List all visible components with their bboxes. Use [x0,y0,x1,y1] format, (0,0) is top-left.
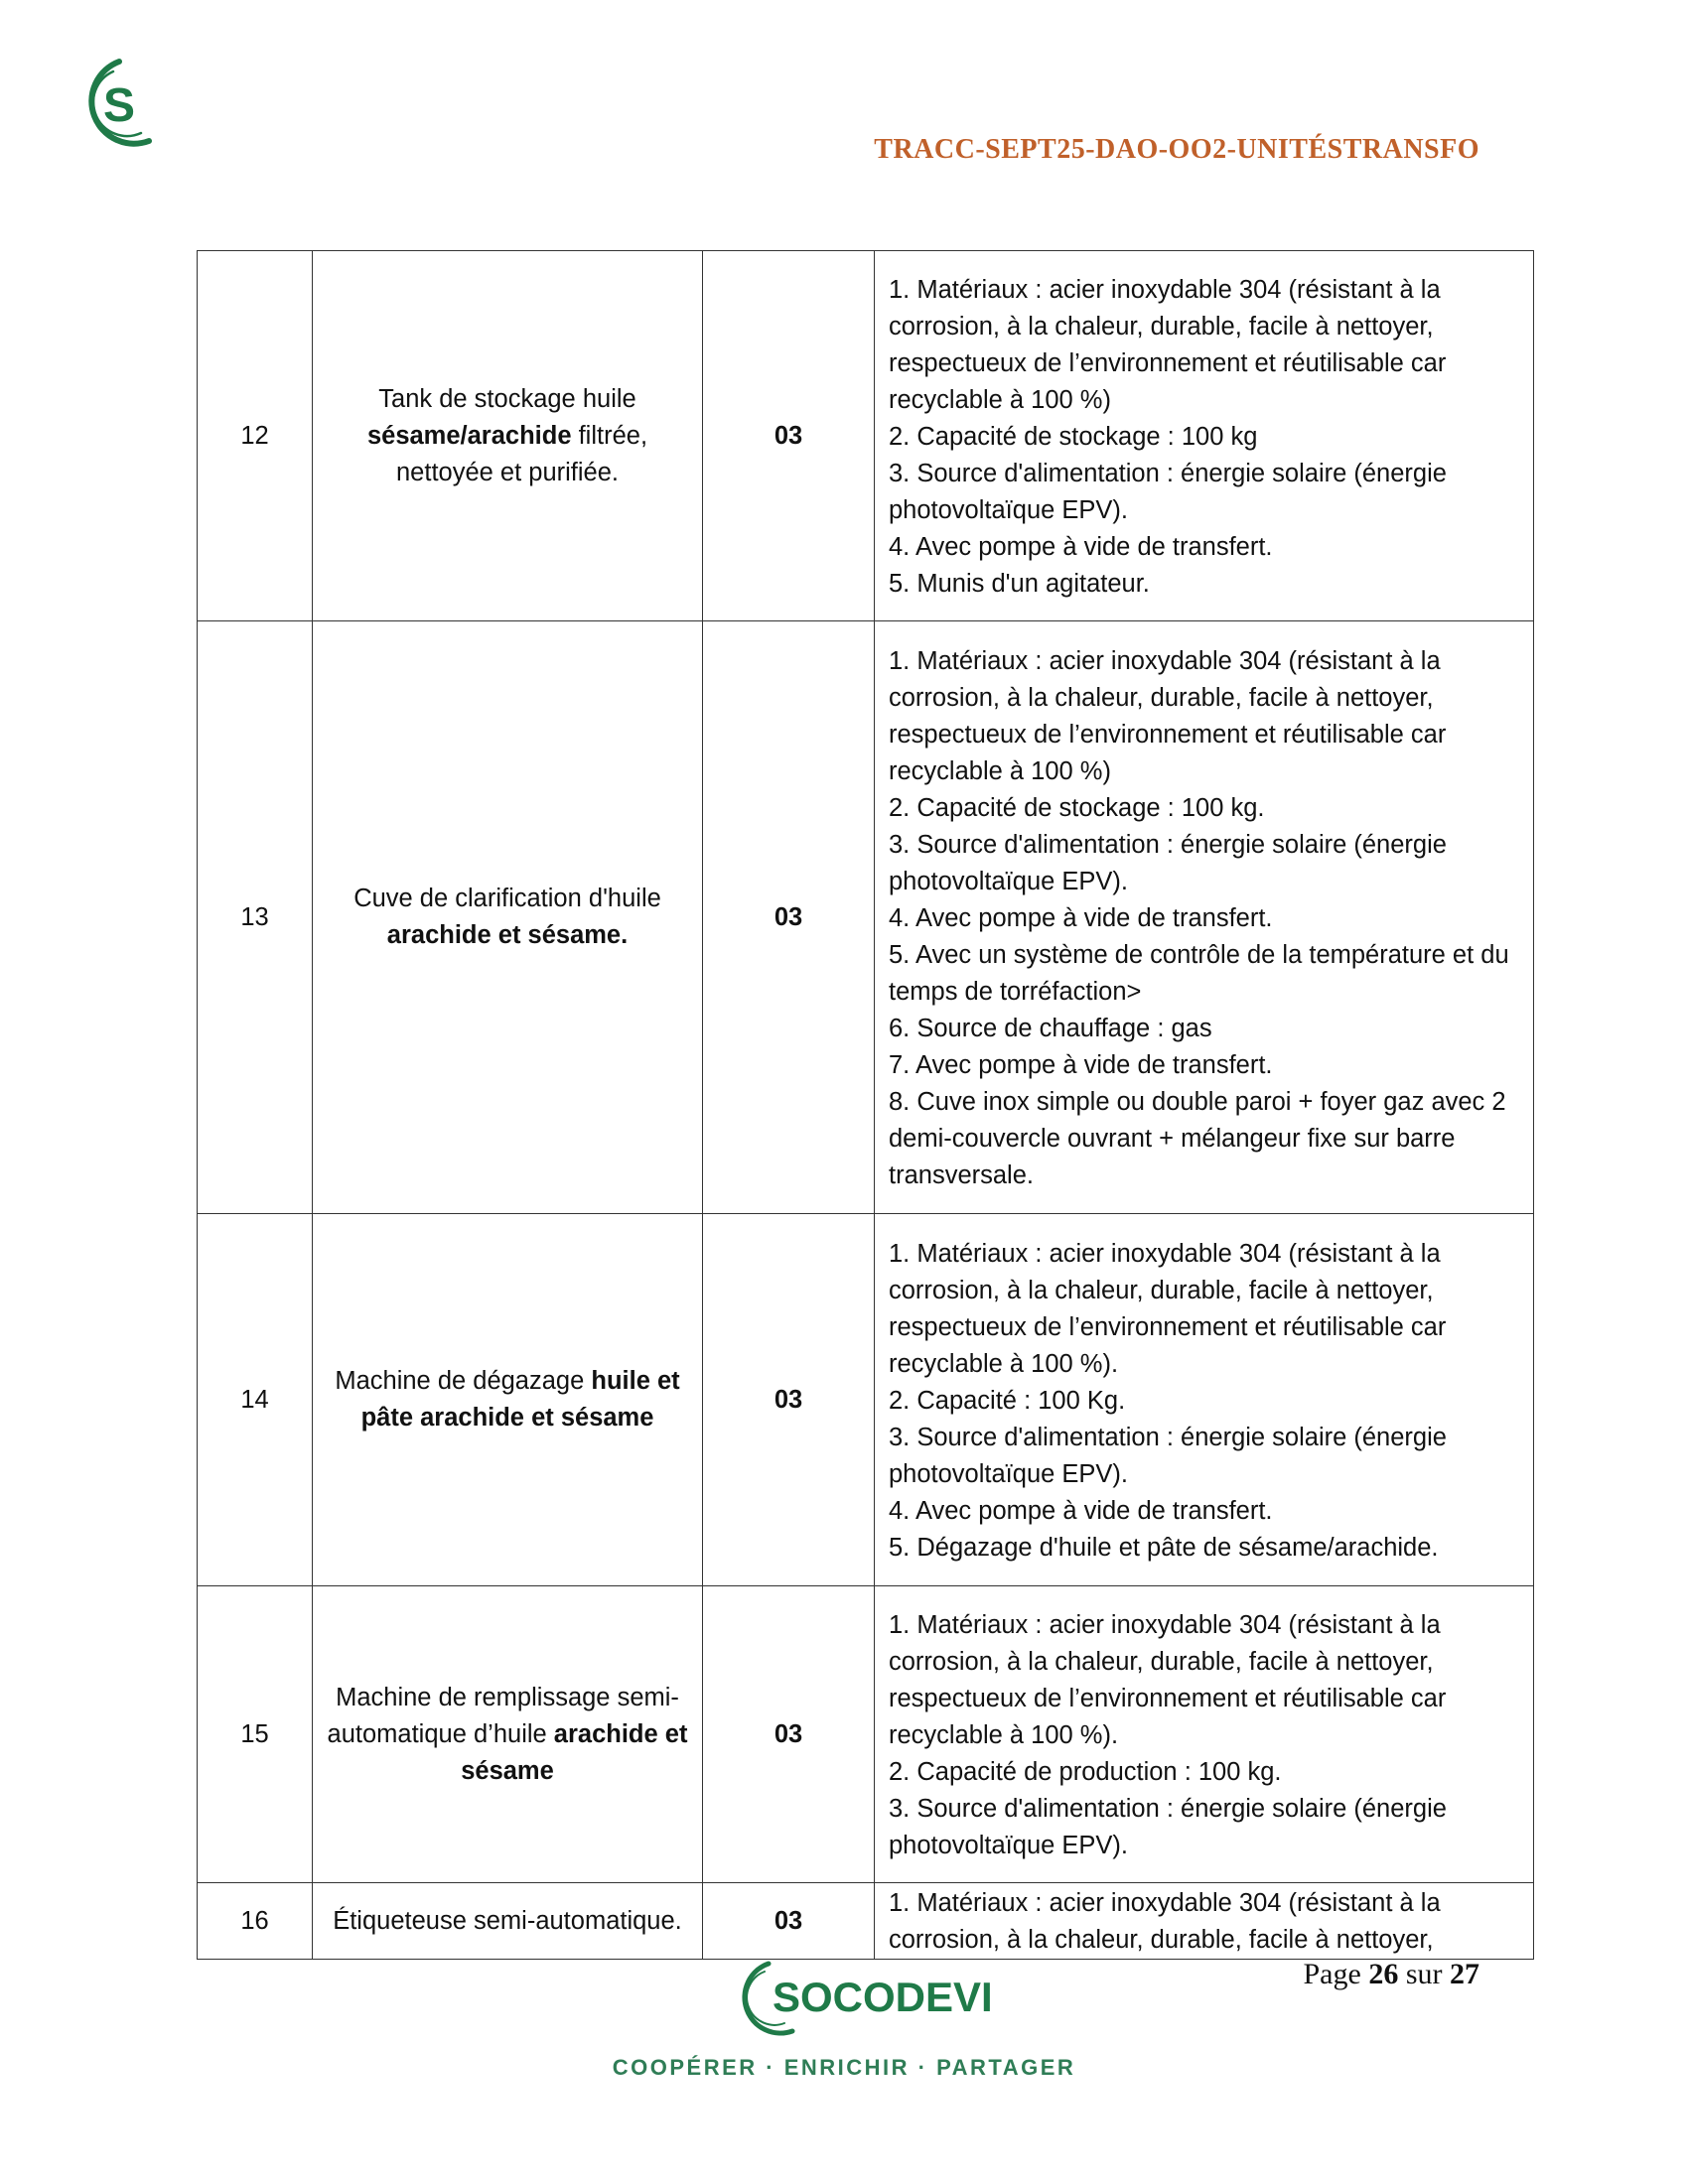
footer-tagline: COOPÉRER · ENRICHIR · PARTAGER [612,2055,1076,2080]
document-reference: TRACC-SEPT25-DAO-OO2-UNITÉSTRANSFO [874,134,1479,165]
designation-text: Cuve de clarification d'huile [353,885,661,912]
socodevi-logo-text: SOCODEVI [773,1974,993,2020]
designation-bold-text: huile et pâte arachide et sésame [360,1367,680,1432]
spec-line: 5. Avec un système de contrôle de la température et du temps de torréfaction> [889,940,1509,1006]
designation-text: Tank de stockage huile [378,384,636,413]
designation-text: Machine de dégazage [335,1367,592,1395]
spec-line: 3. Source d'alimentation : énergie solaire (énergie photovoltaïque EPV). [889,1423,1447,1488]
spec-line: 8. Cuve inox simple ou double paroi + foyer gaz avec 2 demi-couvercle ouvrant + mélangeur fixe sur barre transversale. [889,1087,1506,1189]
spec-line: 1. Matériaux : acier inoxydable 304 (résistant à la corrosion, à la chaleur, durable, facile à nettoyer, respectueux de l’environnement et réutilisable car recyclable à 100 %). [889,1610,1447,1749]
item-quantity: 03 [703,1586,875,1883]
item-quantity: 03 [703,1883,875,1960]
page-sep: sur [1405,1958,1443,1990]
item-designation [313,251,703,621]
designation-bold-text: arachide et sésame [461,1719,688,1785]
page-total: 27 [1450,1958,1479,1990]
spec-line: 2. Capacité de stockage : 100 kg [889,422,1258,451]
item-quantity: 03 [703,1214,875,1586]
spec-line: 5. Munis d'un agitateur. [889,569,1150,598]
table-row [198,621,1534,1214]
item-number: 15 [198,1586,313,1883]
cs-logo-icon [62,56,161,155]
table-row [198,251,1534,621]
equipment-spec-table [197,250,1534,1960]
svg-text:S: S [102,79,136,132]
table-row [198,1214,1534,1586]
page-number [1304,1958,1480,1991]
designation-text: Machine de remplissage semi-automatique d’huile [327,1683,679,1748]
item-designation [313,1214,703,1586]
page-prefix: Page [1303,1958,1361,1990]
designation-bold-text: sésame/arachide [366,421,572,450]
spec-line: 3. Source d'alimentation : énergie solaire (énergie photovoltaïque EPV). [889,830,1447,895]
spec-line: 3. Source d'alimentation : énergie solaire (énergie photovoltaïque EPV). [889,459,1447,524]
spec-line: 7. Avec pompe à vide de transfert. [889,1050,1273,1079]
spec-line: 1. Matériaux : acier inoxydable 304 (résistant à la corrosion, à la chaleur, durable, facile à nettoyer, respectueux de l’environnement et réutilisable car recyclable à 100 %). [889,1239,1447,1378]
item-specifications [875,1883,1534,1960]
spec-line: 1. Matériaux : acier inoxydable 304 (résistant à la corrosion, à la chaleur, durable, facile à nettoyer, respectueux de l’environnement et réutilisable car recyclable à 100 %) [889,646,1447,785]
spec-line: 2. Capacité de stockage : 100 kg. [889,793,1265,822]
spec-line: 1. Matériaux : acier inoxydable 304 (résistant à la corrosion, à la chaleur, durable, facile à nettoyer, respectueux de l’environnement et réutilisable car recyclable à 100 %) [889,275,1447,414]
designation-bold-text: arachide et sésame. [386,921,629,949]
spec-line: 5. Dégazage d'huile et pâte de sésame/arachide. [889,1533,1439,1562]
item-number: 13 [198,621,313,1214]
designation-text: filtrée, nettoyée et purifiée. [396,421,648,486]
item-designation [313,621,703,1214]
item-specifications [875,1214,1534,1586]
spec-line: 4. Avec pompe à vide de transfert. [889,532,1273,561]
item-quantity: 03 [703,621,875,1214]
item-number: 12 [198,251,313,621]
item-specifications [875,1586,1534,1883]
spec-line: 1. Matériaux : acier inoxydable 304 (résistant à la corrosion, à la chaleur, durable, facile à nettoyer, [889,1889,1441,1954]
spec-line: 2. Capacité : 100 Kg. [889,1386,1126,1415]
spec-line: 6. Source de chauffage : gas [889,1014,1212,1042]
spec-line: 4. Avec pompe à vide de transfert. [889,903,1273,932]
item-number: 16 [198,1883,313,1960]
table-row [198,1586,1534,1883]
item-designation [313,1586,703,1883]
page-current: 26 [1368,1958,1399,1990]
item-specifications [875,251,1534,621]
table-row [198,1883,1534,1960]
spec-line: 4. Avec pompe à vide de transfert. [889,1496,1273,1525]
spec-line: 3. Source d'alimentation : énergie solaire (énergie photovoltaïque EPV). [889,1794,1447,1859]
socodevi-logo [721,1954,993,2043]
item-specifications [875,621,1534,1214]
spec-line: 2. Capacité de production : 100 kg. [889,1757,1282,1786]
designation-text: Étiqueteuse semi-automatique. [333,1906,682,1935]
item-designation [313,1883,703,1960]
item-quantity: 03 [703,251,875,621]
item-number: 14 [198,1214,313,1586]
